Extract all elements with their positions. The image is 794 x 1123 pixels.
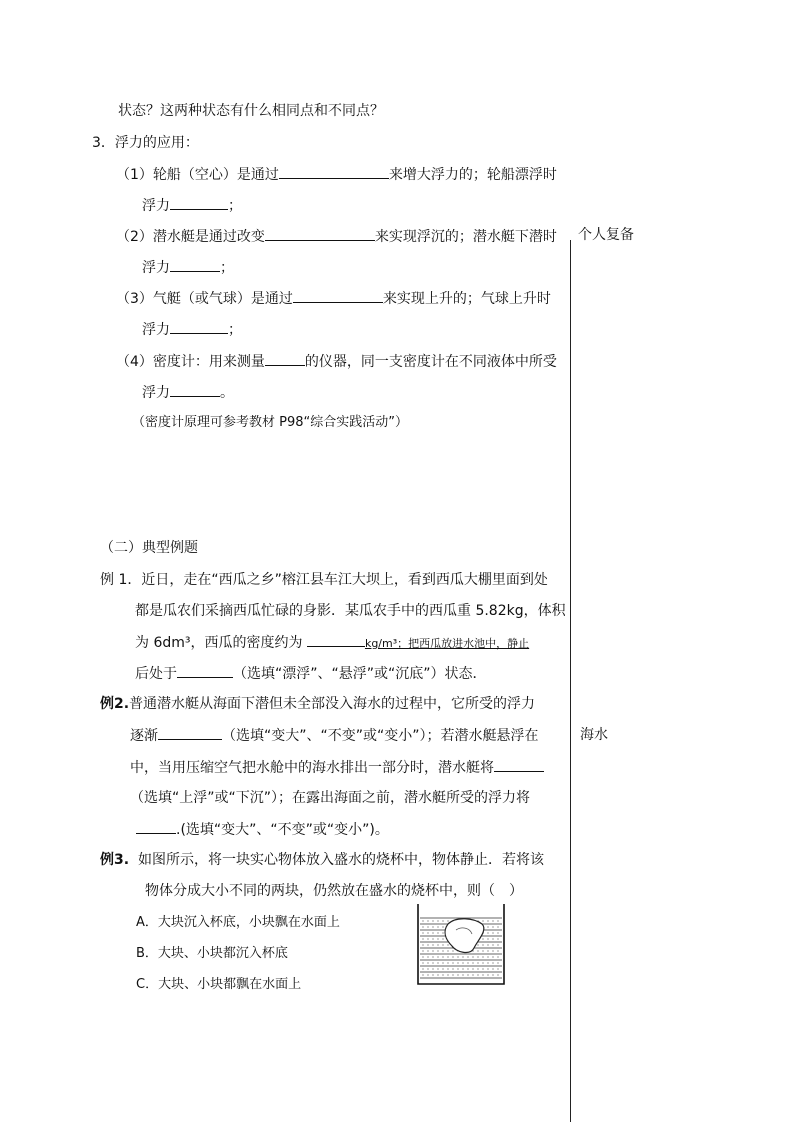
item-2-line-2: 浮力 ； <box>142 260 234 276</box>
example-2-line-2: 逐渐 （选填“变大”、“不变”或“变小”）；若潜水艇悬浮在 <box>130 728 539 744</box>
option-a: A．大块沉入杯底，小块飘在水面上 <box>136 915 340 930</box>
sidebar-note-personal-prep: 个人复备 <box>578 227 634 243</box>
item-4-line-1: （4）密度计：用来测量 的仪器，同一支密度计在不同液体中所受 <box>116 354 557 370</box>
item-1-line-2: 浮力 ； <box>142 198 242 214</box>
example-1-line-1: 例 1．近日，走在“西瓜之乡”榕江县车江大坝上，看到西瓜大棚里面到处 <box>100 572 548 588</box>
example-1-line-3: 为 6dm³，西瓜的密度约为 kg/m³；把西瓜放进水池中，静止 <box>135 635 530 651</box>
answer-blank <box>170 196 228 210</box>
item-3-line-2: 浮力 ； <box>142 322 242 338</box>
answer-blank <box>170 320 228 334</box>
column-divider <box>570 240 571 1122</box>
answer-blank <box>494 758 544 772</box>
reference-note: （密度计原理可参考教材 P98“综合实践活动”） <box>132 415 408 430</box>
beaker-illustration <box>412 900 510 988</box>
example-3-line-2: 物体分成大小不同的两块，仍然放在盛水的烧杯中，则（ ） <box>145 883 523 899</box>
example-1-line-2: 都是瓜农们采摘西瓜忙碌的身影．某瓜农手中的西瓜重 5.82kg，体积 <box>135 603 566 619</box>
answer-blank <box>170 383 220 397</box>
answer-blank <box>293 289 383 303</box>
item-4-line-2: 浮力 。 <box>142 385 234 401</box>
example-2-line-1: 例2.普通潜水艇从海面下潜但未全部没入海水的过程中，它所受的浮力 <box>100 696 536 712</box>
example-2-line-5: .(选填“变大”、“不变”或“变小”)。 <box>136 820 389 839</box>
answer-blank <box>279 165 389 179</box>
examples-heading: （二）典型例题 <box>100 540 198 556</box>
sidebar-note-seawater: 海水 <box>580 727 608 743</box>
item-2-line-1: （2）潜水艇是通过改变 来实现浮沉的；潜水艇下潜时 <box>116 229 557 245</box>
intro-line: 状态？这两种状态有什么相同点和不同点？ <box>118 103 384 119</box>
answer-blank <box>307 633 365 647</box>
section-title: 3．浮力的应用： <box>92 135 199 151</box>
answer-blank <box>136 820 176 834</box>
item-1-line-1: （1）轮船（空心）是通过 来增大浮力的；轮船漂浮时 <box>116 167 557 183</box>
answer-blank <box>170 258 220 272</box>
example-3-line-1: 例3. 如图所示，将一块实心物体放入盛水的烧杯中，物体静止．若将该 <box>100 852 544 868</box>
option-b: B．大块、小块都沉入杯底 <box>136 946 288 961</box>
answer-blank <box>265 352 305 366</box>
option-c: C．大块、小块都飘在水面上 <box>136 977 302 992</box>
item-3-line-1: （3）气艇（或气球）是通过 来实现上升的；气球上升时 <box>116 291 551 307</box>
example-2-line-4: （选填“上浮”或“下沉”）；在露出海面之前，潜水艇所受的浮力将 <box>130 790 531 806</box>
answer-blank <box>177 664 233 678</box>
answer-blank <box>158 726 222 740</box>
example-2-line-3: 中，当用压缩空气把水舱中的海水排出一部分时，潜水艇将 <box>130 758 544 777</box>
solid-object-shape <box>445 919 484 953</box>
example-1-line-4: 后处于 （选填“漂浮”、“悬浮”或“沉底”）状态． <box>135 666 487 682</box>
answer-blank <box>265 227 375 241</box>
